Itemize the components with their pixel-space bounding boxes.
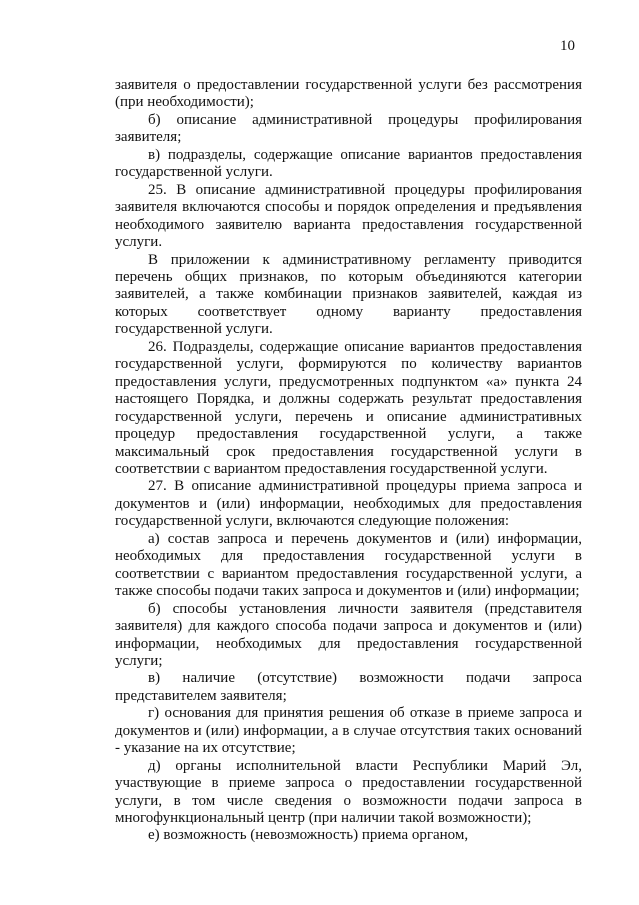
paragraph: в) подразделы, содержащие описание вариантов предоставления государственной услуги.: [115, 146, 582, 181]
paragraph: б) способы установления личности заявителя (представителя заявителя) для каждого способа подачи запроса и документов и (или) информации, необходимых для предоставления государственной услуги;: [115, 600, 582, 669]
paragraph: г) основания для принятия решения об отказе в приеме запроса и документов и (или) информации, а в случае отсутствия таких оснований - указание на их отсутствие;: [115, 705, 582, 757]
paragraph: е) возможность (невозможность) приема органом,: [148, 827, 469, 844]
paragraph: а) состав запроса и перечень документов и (или) информации, необходимых для предоставления государственной услуги в соответствии с вариантом предоставления государственной услуги, а также способы подачи таких запроса и документов и (или) информации;: [115, 530, 582, 600]
paragraph: заявителя о предоставлении государственной услуги без рассмотрения (при необходимости);: [115, 77, 582, 111]
paragraph: 27. В описание административной процедуры приема запроса и документов и (или) информации, необходимых для предоставления государственной услуги, включаются следующие положения:: [115, 478, 582, 530]
page-number: 10: [560, 38, 575, 54]
paragraph: в) наличие (отсутствие) возможности подачи запроса представителем заявителя;: [115, 670, 582, 704]
paragraph: 26. Подразделы, содержащие описание вариантов предоставления государственной услуги, формируются по количеству вариантов предоставления услуги, предусмотренных подпунктом «а» пункта 24 настоящего Порядка, и должны содержать результат предоставления государственной услуги, перечень и описание административных процедур предоставления государственной услуги, а также максимальный срок предоставления государственной услуги в соответствии с вариантом предоставления государственной услуги.: [115, 338, 582, 477]
paragraph: В приложении к административному регламенту приводится перечень общих признаков, по которым объединяются категории заявителей, а также комбинации признаков заявителей, каждая из которых соответствует одному варианту предоставления государственной услуги.: [115, 251, 582, 338]
paragraph: 25. В описание административной процедуры профилирования заявителя включаются способы и порядок определения и предъявления необходимого заявителю варианта предоставления государственной услуги.: [115, 181, 582, 251]
paragraph: д) органы исполнительной власти Республики Марий Эл, участвующие в приеме запроса о предоставлении государственной услуги, в том числе сведения о возможности подачи запроса в многофункциональный центр (при наличии такой возможности);: [115, 757, 582, 827]
paragraph: б) описание административной процедуры профилирования заявителя;: [115, 111, 582, 146]
document-body: [115, 77, 582, 845]
